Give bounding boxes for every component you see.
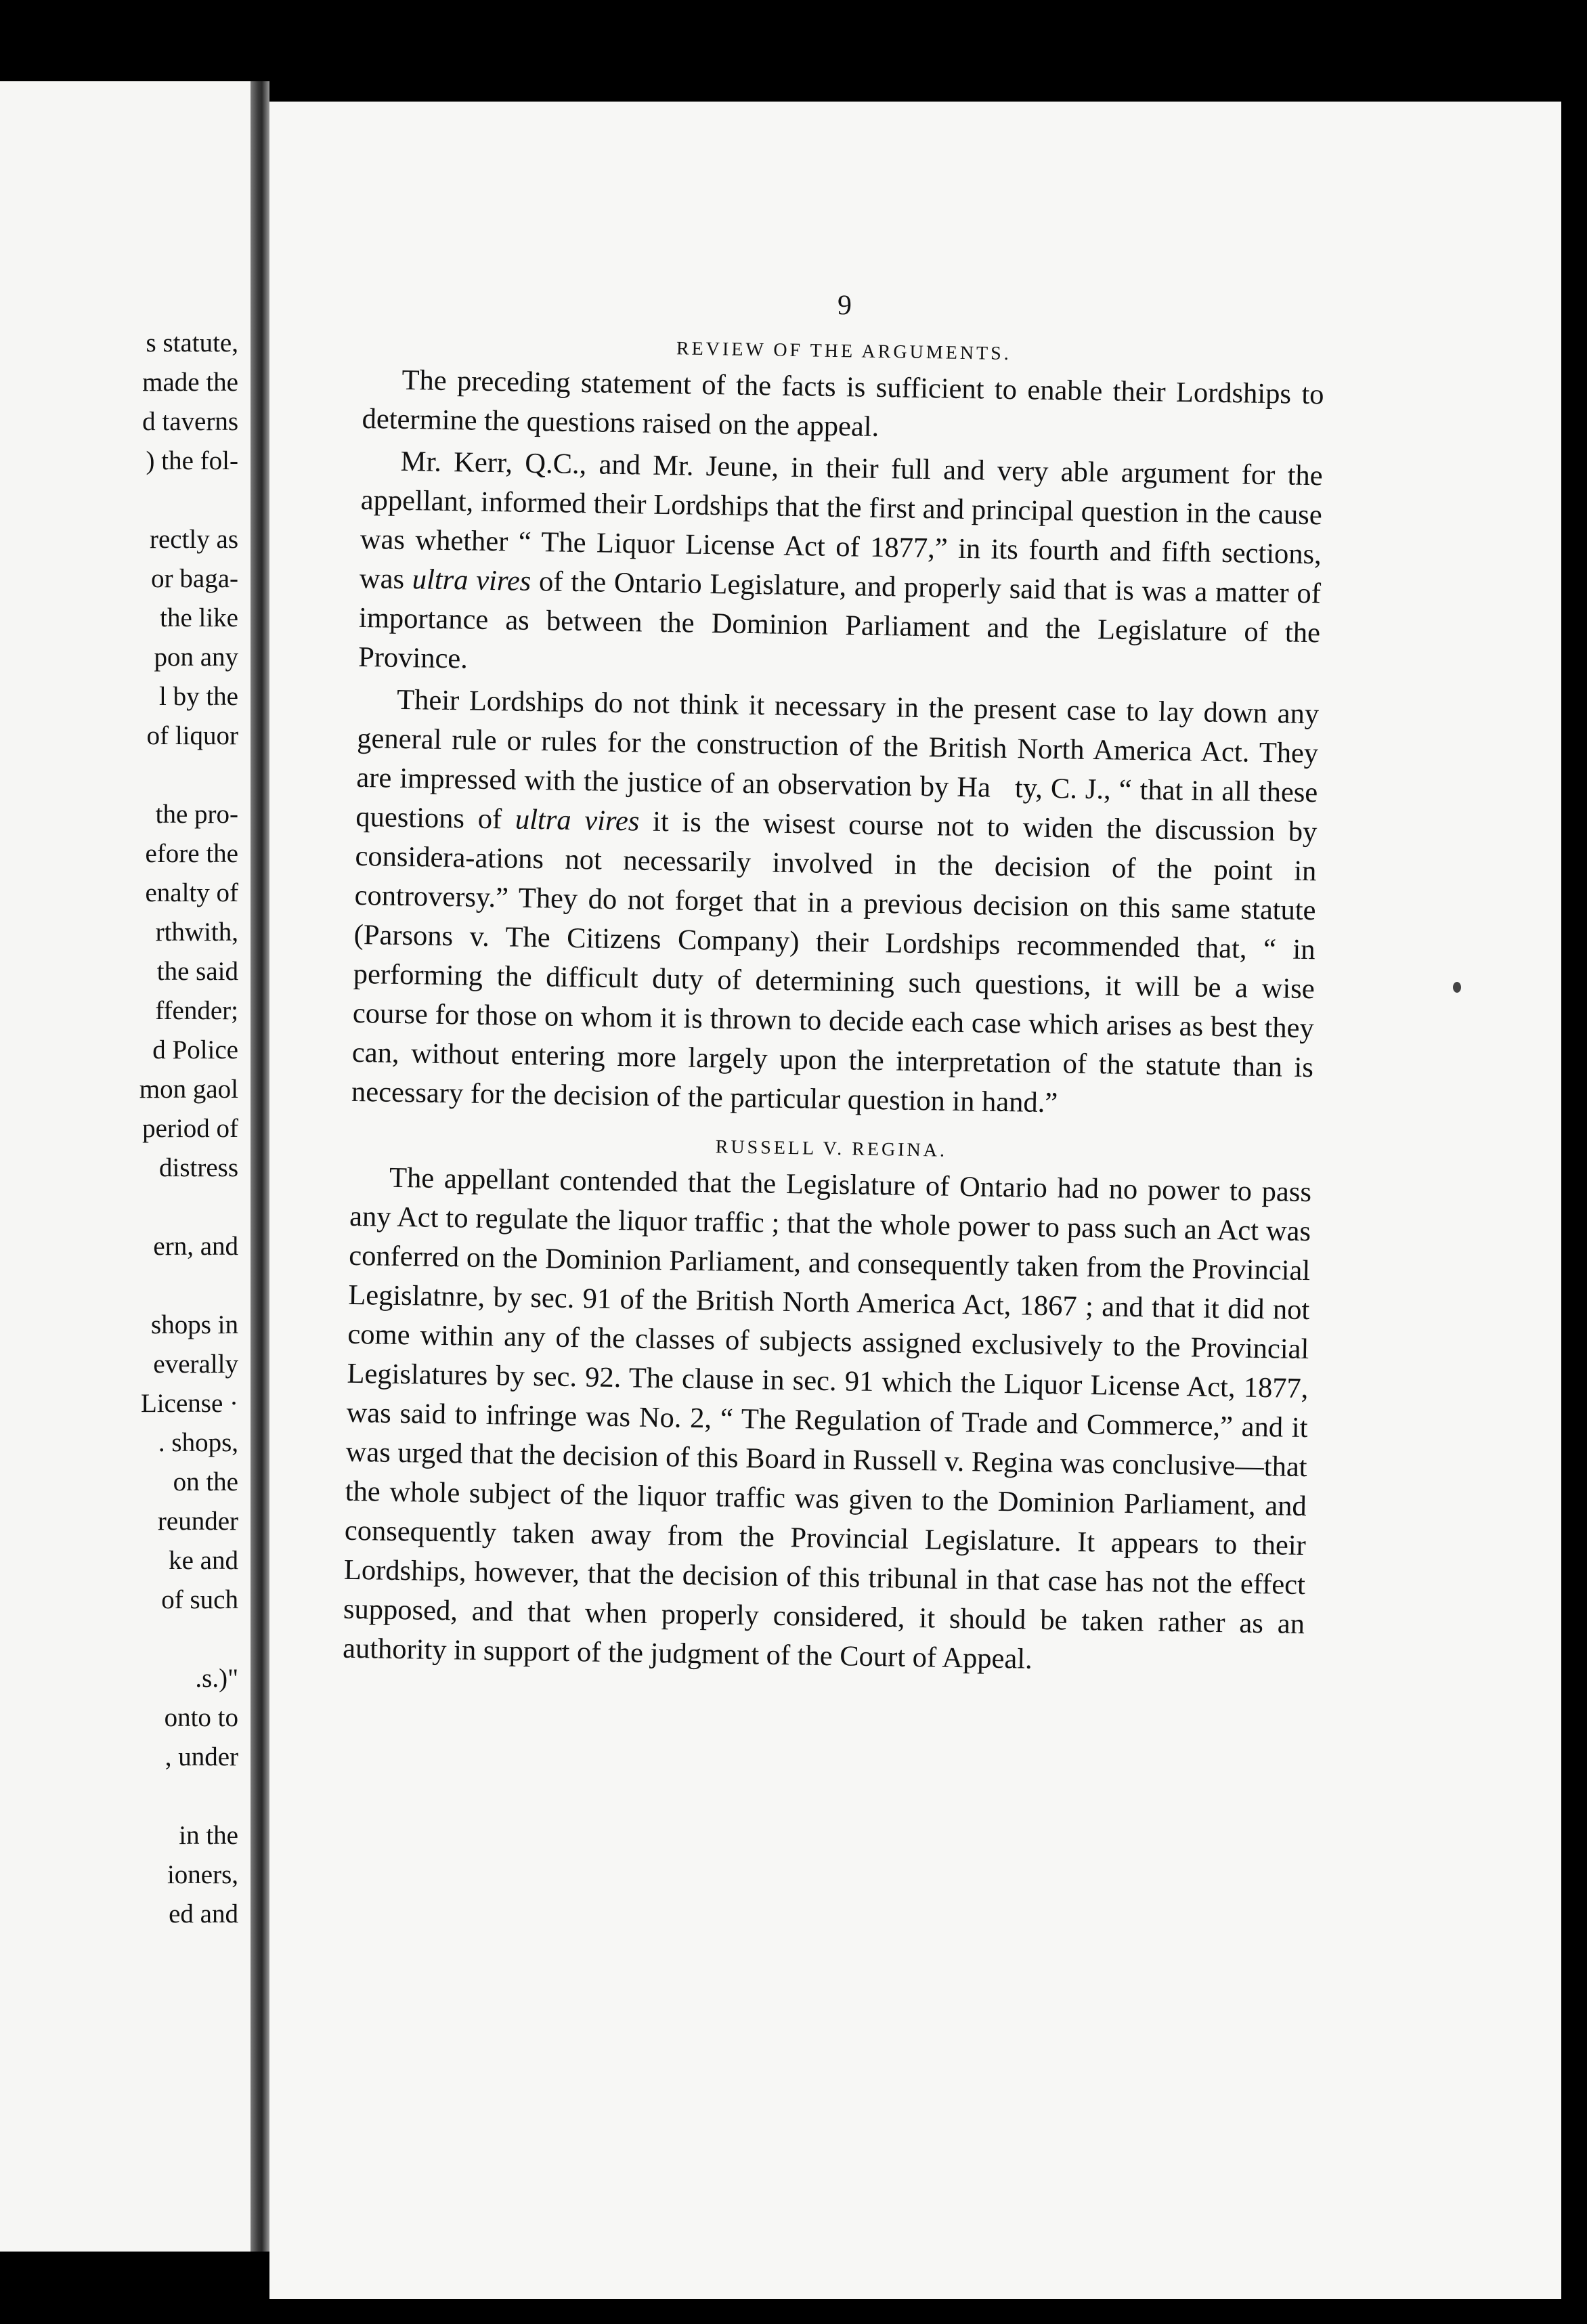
paper-speck: [1453, 982, 1461, 993]
paragraph-text: of the Ontario Legislature, and properly said that is was a matter of importance as between the Dominion Parliament and the Legislature of the Province.: [357, 565, 1322, 675]
left-page-line: , under: [165, 1742, 238, 1771]
left-page-line: [139, 1620, 238, 1659]
italic-term: ultra vires: [515, 803, 640, 838]
left-page-line: in the: [179, 1821, 238, 1850]
left-page-line: ke and: [169, 1546, 238, 1575]
left-page-line: shops in: [151, 1310, 238, 1339]
paragraph-kerr-jeune: [358, 442, 1323, 692]
left-page-line: or baga-: [151, 564, 238, 593]
page-text-column: [343, 278, 1326, 1686]
left-page-line: the said: [156, 957, 238, 986]
left-page-line: onto to: [164, 1703, 238, 1732]
left-page-line: the like: [160, 603, 238, 632]
left-page-line: d taverns: [142, 407, 238, 436]
left-page-line: on the: [173, 1467, 238, 1497]
left-page-text: [139, 324, 238, 1934]
left-page-line: [139, 1266, 238, 1306]
left-page-line: of liquor: [146, 721, 238, 750]
paragraph-text: Their Lordships do not think it necessary in the present case to lay down any general rule or rules for the construction of the British North America Act. They are impressed with the justice of an observation by Ha ty, C. J., “ that in all these questions of: [355, 683, 1320, 836]
right-page: [269, 102, 1561, 2299]
left-page-line: ioners,: [167, 1860, 238, 1889]
paragraph-text: Mr. Kerr, Q.C., and Mr. Jeune, in their full and very able argument for the appellant, informed their Lordships that the first and principal question in the cause was whether “ The Liquor License Act of 1877,” in its fourth and fifth sections, was: [359, 445, 1323, 596]
left-page-line: made the: [142, 368, 238, 397]
page-number: 9: [837, 289, 852, 322]
left-page-line: ed and: [169, 1899, 238, 1929]
left-page-line: d Police: [152, 1035, 238, 1064]
left-page-line: rectly as: [149, 525, 238, 554]
book-gutter: [251, 81, 269, 2252]
left-page-line: efore the: [145, 839, 238, 868]
section-heading-review: REVIEW OF THE ARGUMENTS.: [676, 338, 1012, 365]
left-page-line: [139, 1777, 238, 1816]
left-page-line: .s.)": [195, 1664, 238, 1693]
paragraph-text: it is the wisest course not to widen the discussion by considera-ations not necessarily involved in the decision of the point in controversy.” They do not forget that in a previous decision on this same statute (Parsons v. The Citizens Company) their Lordships recommended that, “ in performing the difficult duty of determining such questions, it will be a wise course for those on whom it is thrown to decide each case which arises as best they can, without entering more largely upon the interpretation of the statute than is necessary for the decision of the particular question in hand.”: [351, 805, 1318, 1119]
left-page-line: [139, 756, 238, 795]
left-page-line: l by the: [159, 682, 238, 711]
left-page-line: ffender;: [155, 996, 238, 1025]
paragraph-appellant-contended: The appellant contended that the Legislature of Ontario had no power to pass any Act to regulate the liquor traffic ; that the whole power to pass such an Act was conferred on the Dominion Parliament, and consequently taken from the Provincial Legislatnre, by sec. 91 of the British North America Act, 1867 ; and that it did not come within any of the classes of subjects assigned exclusively to the Provincial Legislatures by sec. 92. The clause in sec. 91 which the Liquor License Act, 1877, was said to infringe was No. 2, “ The Regulation of Trade and Commerce,” and it was urged that the decision of this Board in Russell v. Regina was conclusive—that the whole subject of the liquor traffic was given to the Dominion Parliament, and consequently taken away from the Provincial Legislature. It appears to their Lordships, however, that the decision of this tribunal in that case has not the effect supposed, and that when properly considered, it should be taken rather as an authority in support of the judgment of the Court of Appeal.: [342, 1161, 1312, 1675]
left-page-line: of such: [161, 1585, 238, 1614]
left-page-line: mon gaol: [139, 1075, 238, 1104]
left-page-line: . shops,: [158, 1428, 238, 1457]
left-page-line: [139, 1188, 238, 1227]
paragraph-preceding-statement: The preceding statement of the facts is sufficient to enable their Lordships to determine the questions raised on the appeal.: [362, 364, 1324, 443]
left-page-line: rthwith,: [155, 918, 238, 947]
left-page-line: enalty of: [145, 878, 238, 907]
italic-term: ultra vires: [412, 563, 531, 597]
left-page-line: period of: [142, 1114, 238, 1143]
left-page-line: everally: [153, 1350, 238, 1379]
left-page-line: [139, 481, 238, 520]
left-page-line: distress: [159, 1153, 238, 1182]
paragraph-lordships: [351, 680, 1320, 1127]
left-page-line: reunder: [157, 1507, 238, 1536]
left-page-line: ) the fol-: [146, 446, 238, 475]
left-page-line: s statute,: [146, 328, 238, 358]
left-page-line: ern, and: [153, 1232, 238, 1261]
section-heading-russell: RUSSELL V. REGINA.: [715, 1136, 948, 1161]
left-page-line: the pro-: [155, 800, 238, 829]
left-page-line: pon any: [154, 643, 238, 672]
left-page-line: License ·: [140, 1389, 238, 1418]
left-page-fragment: [0, 81, 251, 2252]
